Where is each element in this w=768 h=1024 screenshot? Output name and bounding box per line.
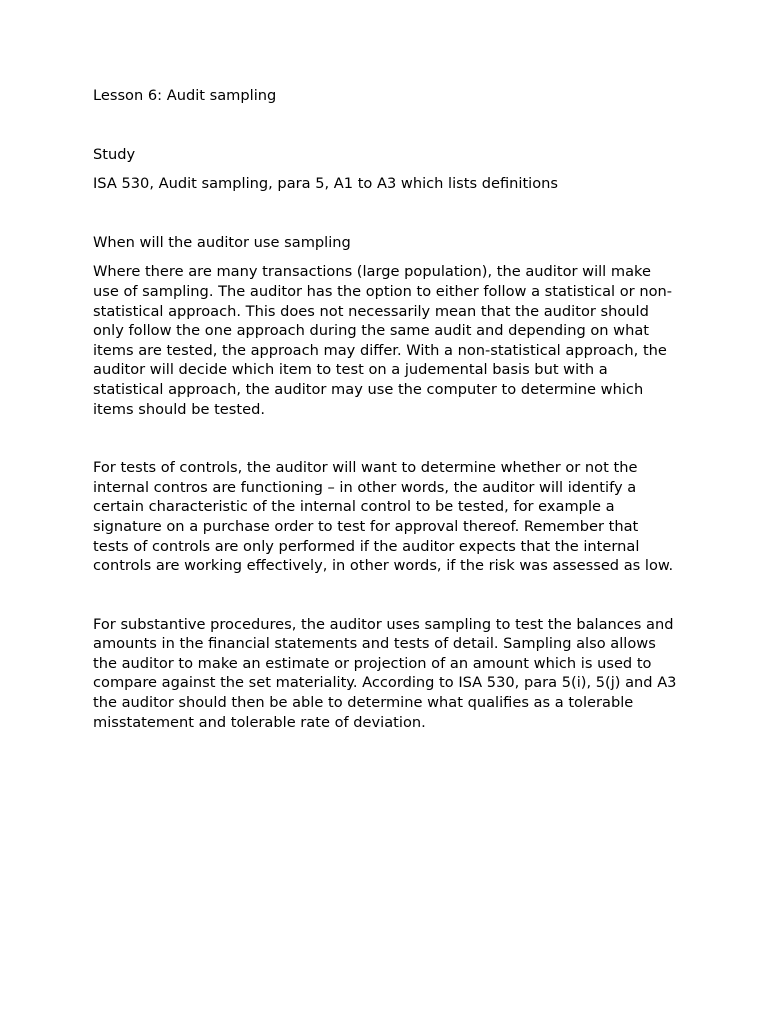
- study-reference: ISA 530, Audit sampling, para 5, A1 to A3 which lists definitions: [93, 175, 559, 193]
- paragraph-tests-of-controls: For tests of controls, the auditor will want to determine whether or not the internal contros are functioning – in other words, the auditor will identify a certain characteristic of the internal control to be tested, for example a signature on a purchase order to test for approval thereof. Remember that tests of controls are only performed if the auditor expects that the internal controls are working effectively, in other words, if the risk was assessed as low.: [93, 459, 674, 575]
- study-label: Study: [93, 145, 136, 163]
- paragraph-sampling-approach: Where there are many transactions (large population), the auditor will make use of sampling. The auditor has the option to either follow a statistical or non-statistical approach. This does not necessarily mean that the auditor should only follow the one approach during the same audit and depending on what items are tested, the approach may differ. With a non-statistical approach, the auditor will decide which item to test on a judemental basis but with a statistical approach, the auditor may use the computer to determine which items should be tested.: [93, 263, 673, 418]
- section-heading: When will the auditor use sampling: [93, 233, 351, 251]
- document-body: [93, 86, 677, 732]
- lesson-title: Lesson 6: Audit sampling: [93, 87, 277, 104]
- paragraph-substantive-procedures: For substantive procedures, the auditor uses sampling to test the balances and amounts in the financial statements and tests of detail. Sampling also allows the auditor to make an estimate or projection of an amount which is used to compare against the set materiality. According to ISA 530, para 5(i), 5(j) and A3 the auditor should then be able to determine what qualifies as a tolerable misstatement and tolerable rate of deviation.: [93, 615, 677, 731]
